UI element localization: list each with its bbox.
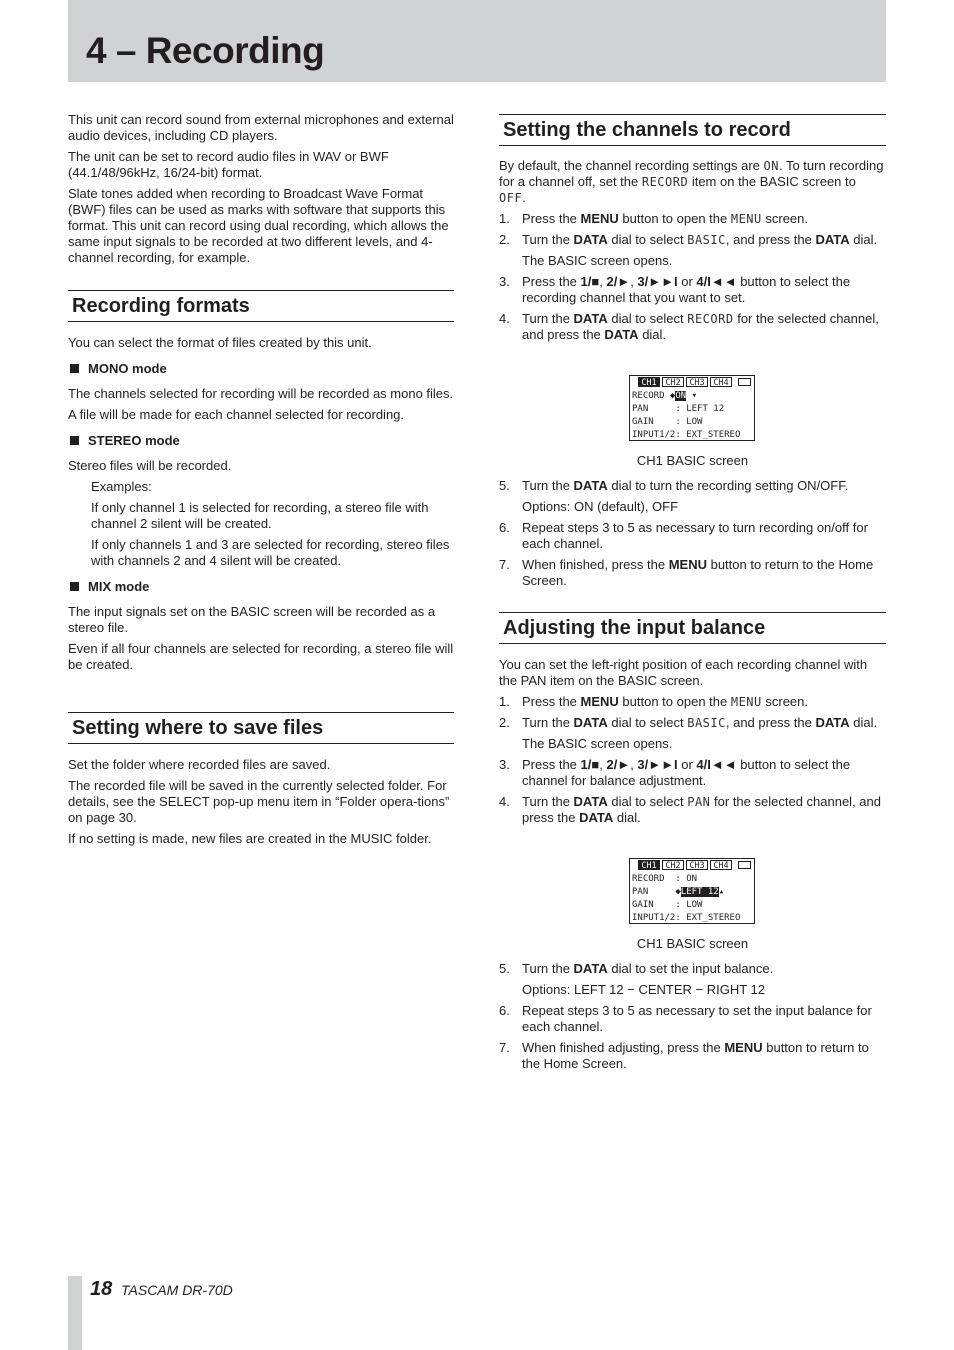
step: 1. Press the MENU button to open the MENU screen. — [499, 694, 809, 709]
body-text: The recorded file will be saved in the currently selected folder. For details, see the SELECT pop-up menu item in “Folder opera-tions” on page 30. — [68, 778, 450, 825]
section-heading-save-files — [68, 712, 454, 744]
step: 2. Turn the DATA dial to select BASIC, and press the DATA dial. The BASIC screen opens. — [499, 715, 878, 751]
lcd-tab: CH3 — [686, 860, 708, 870]
example-text: If only channel 1 is selected for recording, a stereo file with channel 2 silent will be created. — [91, 500, 429, 531]
example-text: If only channels 1 and 3 are selected for recording, stereo files with channels 2 and 4 silent will be created. — [91, 537, 450, 568]
page-number: 18 — [90, 1278, 113, 1300]
save-files-body — [68, 757, 454, 852]
body-text: Stereo files will be recorded. — [68, 458, 232, 473]
intro-paragraph: The unit can be set to record audio files in WAV or BWF (44.1/48/96kHz, 16/24-bit) format. — [68, 149, 389, 180]
section-title: Setting the channels to record — [503, 119, 791, 141]
subheading-text: MONO mode — [88, 361, 167, 376]
lcd-tab: CH4 — [710, 377, 732, 387]
section-title: Adjusting the input balance — [503, 617, 766, 639]
examples-label: Examples: — [91, 479, 152, 494]
step: 7. When finished, press the MENU button to return to the Home Screen. — [499, 557, 874, 588]
steps-list — [499, 211, 886, 343]
lcd-row: INPUT1/2: EXT_STEREO — [632, 430, 741, 440]
lcd-tab: CH1 — [638, 377, 660, 387]
lcd-tab: CH1 — [638, 860, 660, 870]
chapter-title: 4 – Recording — [86, 30, 325, 71]
lcd-row: PAN ◆LEFT 12▴ — [632, 887, 725, 897]
subheading-mono — [68, 361, 454, 377]
lcd-tab: CH2 — [662, 860, 684, 870]
body-text: Even if all four channels are selected for recording, a stereo file will be created. — [68, 641, 454, 672]
lcd-tab: CH4 — [710, 860, 732, 870]
body-text: A file will be made for each channel selected for recording. — [68, 407, 405, 422]
body-text: If no setting is made, new files are created in the MUSIC folder. — [68, 831, 432, 846]
step: 7. When finished adjusting, press the MENU button to return to the Home Screen. — [499, 1040, 869, 1071]
step: 1. Press the MENU button to open the MENU screen. — [499, 211, 809, 226]
balance-body-cont — [499, 961, 886, 1077]
lcd-row: RECORD ◆ON ▾ — [632, 391, 698, 401]
lcd-row: GAIN : LOW — [632, 417, 703, 427]
step: 6. Repeat steps 3 to 5 as necessary to set the input balance for each channel. — [499, 1003, 872, 1034]
subheading-stereo — [68, 433, 454, 449]
section-heading-balance — [499, 612, 886, 644]
lcd-screen-record — [629, 375, 755, 441]
lcd-row: PAN : LEFT 12 — [632, 404, 725, 414]
body-text: The channels selected for recording will be recorded as mono files. — [68, 386, 454, 401]
section-title: Recording formats — [72, 295, 250, 317]
lcd-row: GAIN : LOW — [632, 900, 703, 910]
step: 3. Press the 1/■, 2/►, 3/►►I or 4/I◄◄ button to select the recording channel that you want to set. — [499, 274, 851, 305]
step: 5. Turn the DATA dial to turn the recording setting ON/OFF. Options: ON (default), OFF — [499, 478, 849, 514]
steps-list — [499, 961, 886, 1072]
square-bullet-icon — [70, 436, 79, 445]
lcd-row: INPUT1/2: EXT_STEREO — [632, 913, 741, 923]
recording-formats-body — [68, 335, 454, 678]
balance-body — [499, 657, 886, 831]
steps-list — [499, 478, 886, 589]
step: 3. Press the 1/■, 2/►, 3/►►I or 4/I◄◄ button to select the channel for balance adjustment. — [499, 757, 851, 788]
body-text: The input signals set on the BASIC screen will be recorded as a stereo file. — [68, 604, 436, 635]
section-title: Setting where to save files — [72, 717, 324, 739]
footer-bar — [68, 1276, 82, 1350]
figure-caption: CH1 BASIC screen — [636, 936, 749, 951]
step: 4. Turn the DATA dial to select RECORD for the selected channel, and press the DATA dial. — [499, 311, 879, 342]
lcd-tabs — [630, 376, 754, 388]
body-text: Set the folder where recorded files are saved. — [68, 757, 331, 772]
body-text: You can select the format of files created by this unit. — [68, 335, 372, 350]
channels-body — [499, 158, 886, 348]
section-heading-channels — [499, 114, 886, 146]
battery-icon — [738, 861, 751, 869]
footer-brand: TASCAM DR-70D — [121, 1282, 233, 1298]
lcd-tab: CH3 — [686, 377, 708, 387]
step: 6. Repeat steps 3 to 5 as necessary to turn recording on/off for each channel. — [499, 520, 868, 551]
lcd-row: RECORD : ON — [632, 874, 698, 884]
body-text: You can set the left-right position of each recording channel with the PAN item on the BASIC screen. — [499, 657, 868, 688]
subheading-text: MIX mode — [88, 579, 150, 594]
lcd-screen-pan — [629, 858, 755, 924]
figure-caption: CH1 BASIC screen — [636, 453, 749, 468]
square-bullet-icon — [70, 364, 79, 373]
step: 5. Turn the DATA dial to set the input balance. Options: LEFT 12 − CENTER − RIGHT 12 — [499, 961, 774, 997]
lcd-tabs — [630, 859, 754, 871]
intro-text — [68, 112, 454, 271]
steps-list — [499, 694, 886, 826]
step: 2. Turn the DATA dial to select BASIC, and press the DATA dial. The BASIC screen opens. — [499, 232, 878, 268]
chapter-header — [68, 0, 886, 82]
intro-paragraph: Slate tones added when recording to Broadcast Wave Format (BWF) files can be used as marks with software that supports this format. This unit can record using dual recording, which allows the same input signals to be recorded at two different levels, and 4-channel recording, for example. — [68, 186, 449, 265]
battery-icon — [738, 378, 751, 386]
step: 4. Turn the DATA dial to select PAN for the selected channel, and press the DATA dial. — [499, 794, 881, 825]
channels-body-cont — [499, 478, 886, 594]
intro-paragraph: This unit can record sound from external microphones and external audio devices, including CD players. — [68, 112, 454, 143]
square-bullet-icon — [70, 582, 79, 591]
lcd-tab: CH2 — [662, 377, 684, 387]
body-text: By default, the channel recording settings are ON. To turn recording for a channel off, set the RECORD item on the BASIC screen to OFF. — [499, 158, 884, 205]
subheading-text: STEREO mode — [88, 433, 180, 448]
section-heading-recording-formats — [68, 290, 454, 322]
subheading-mix — [68, 579, 454, 595]
